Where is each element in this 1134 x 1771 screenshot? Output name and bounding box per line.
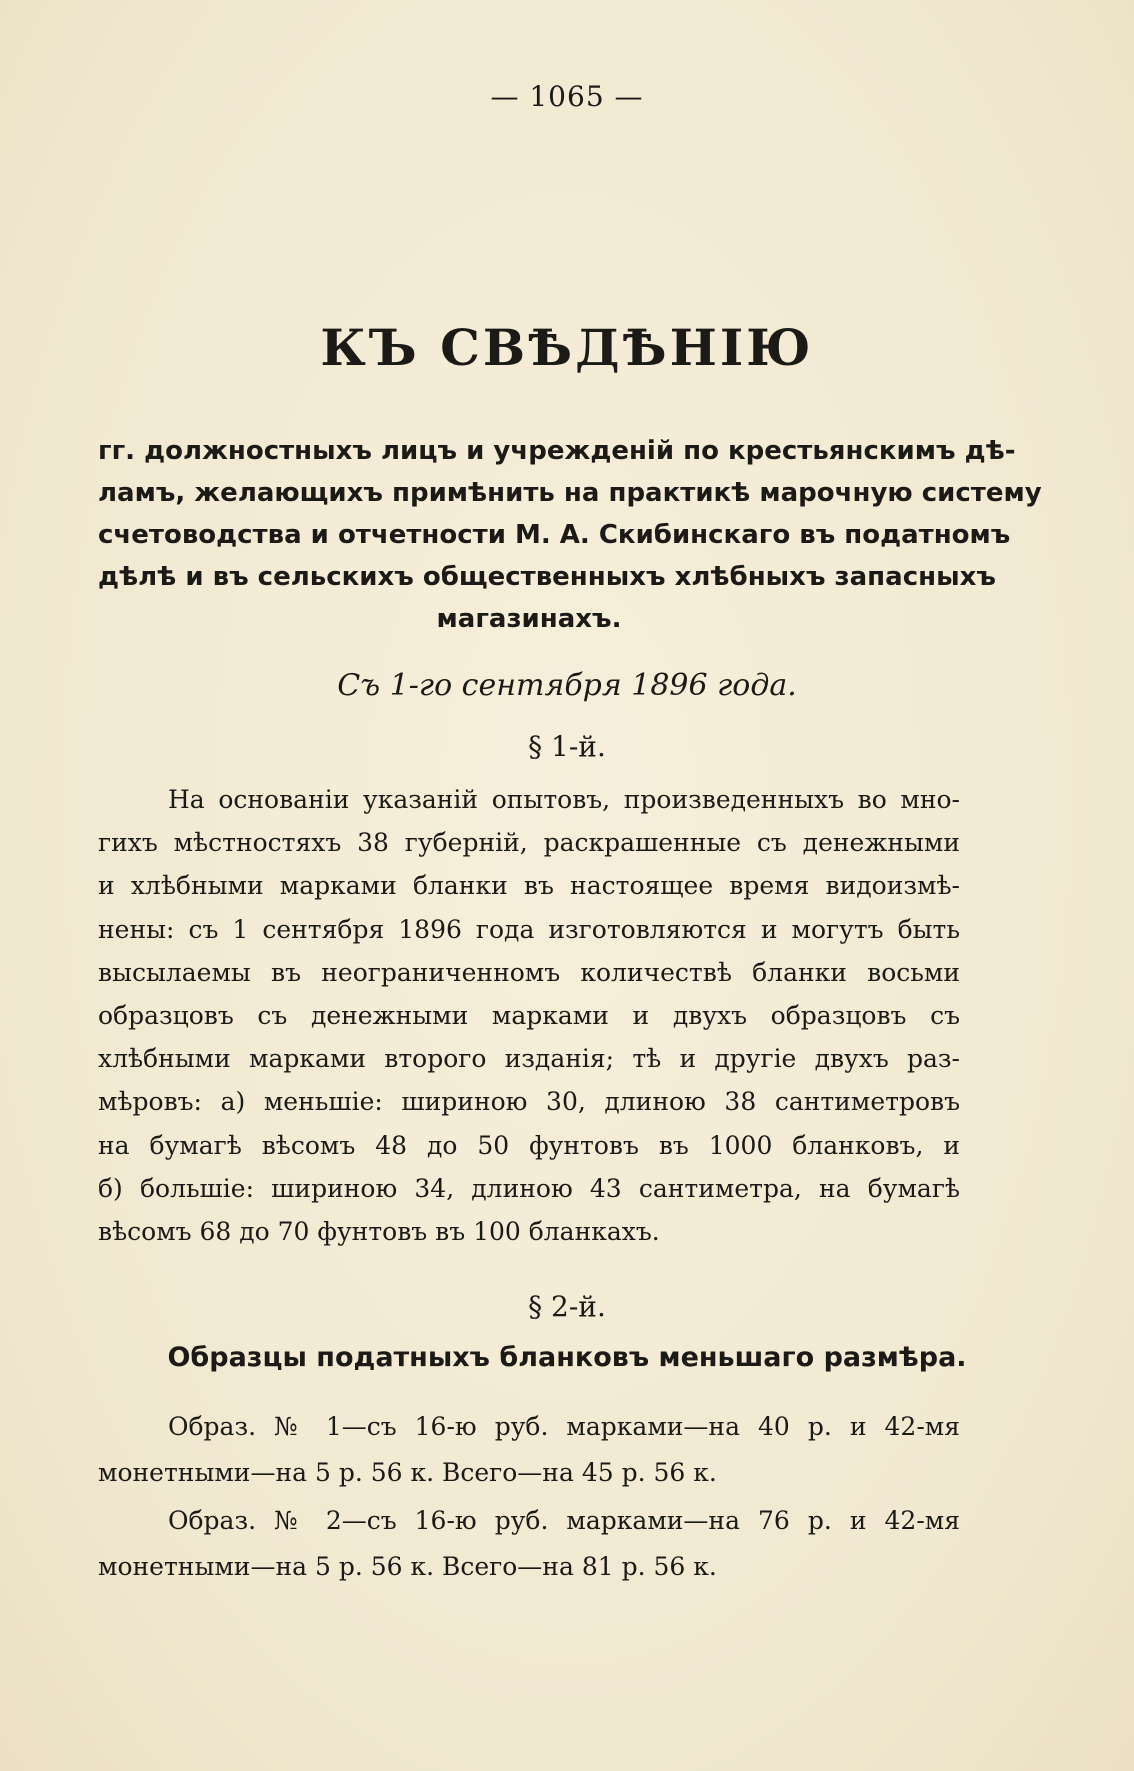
subtitle-line: дѣлѣ и въ сельскихъ общественныхъ хлѣбныхъ запасныхъ bbox=[98, 562, 996, 592]
page-number: — 1065 — bbox=[490, 80, 644, 113]
paragraph-line: и хлѣбными марками бланки въ настоящее время видоизмѣ- bbox=[98, 871, 960, 901]
subtitle-line: счетоводства и отчетности М. А. Скибинскаго въ податномъ bbox=[98, 520, 1011, 550]
paragraph-line: мѣровъ: а) меньшіе: шириною 30, длиною 38 сантиметровъ bbox=[98, 1087, 960, 1117]
section-1-marker: § 1-й. bbox=[528, 730, 606, 763]
effective-date: Съ 1-го сентября 1896 года. bbox=[337, 668, 797, 703]
section-2-marker: § 2-й. bbox=[528, 1290, 606, 1323]
sample-1 bbox=[98, 1404, 960, 1496]
subtitle-line: ламъ, желающихъ примѣнить на практикѣ марочную систему bbox=[98, 478, 1042, 508]
subtitle-block bbox=[98, 430, 1042, 640]
paragraph-line: вѣсомъ 68 до 70 фунтовъ въ 100 бланкахъ. bbox=[98, 1217, 660, 1247]
sample-line: Образ. № 2—съ 16-ю руб. марками—на 76 р. и 42-мя bbox=[168, 1506, 960, 1535]
paragraph-line: хлѣбными марками второго изданія; тѣ и другіе двухъ раз- bbox=[98, 1044, 960, 1074]
paragraph-line: нены: съ 1 сентября 1896 года изготовляются и могутъ быть bbox=[98, 914, 960, 944]
sample-line: Образ. № 1—съ 16-ю руб. марками—на 40 р. и 42-мя bbox=[168, 1412, 960, 1441]
subtitle-line: магазинахъ. bbox=[436, 604, 622, 634]
page-title: КЪ СВѢДѢНІЮ bbox=[320, 318, 814, 377]
section-2-heading: Образцы податныхъ бланковъ меньшаго размѣра. bbox=[167, 1342, 967, 1373]
paragraph-line: высылаемы въ неограниченномъ количествѣ бланки восьми bbox=[98, 957, 960, 987]
paragraph-line: На основаніи указаній опытовъ, произведенныхъ во мно- bbox=[168, 785, 960, 814]
paragraph-line: на бумагѣ вѣсомъ 48 до 50 фунтовъ въ 1000 бланковъ, и bbox=[98, 1130, 960, 1160]
sample-line: монетными—на 5 р. 56 к. Всего—на 81 р. 56 к. bbox=[98, 1552, 717, 1581]
paragraph-line: гихъ мѣстностяхъ 38 губерній, раскрашенные съ денежными bbox=[98, 828, 960, 858]
subtitle-line: гг. должностныхъ лицъ и учрежденій по крестьянскимъ дѣ- bbox=[98, 436, 1016, 466]
paragraph-line: образцовъ съ денежными марками и двухъ образцовъ съ bbox=[98, 1001, 960, 1031]
sample-line: монетными—на 5 р. 56 к. Всего—на 45 р. 56 к. bbox=[98, 1458, 717, 1487]
paragraph-line: б) большіе: шириною 34, длиною 43 сантиметра, на бумагѣ bbox=[98, 1173, 960, 1203]
sample-2 bbox=[98, 1498, 960, 1590]
paragraph-1 bbox=[98, 778, 960, 1253]
